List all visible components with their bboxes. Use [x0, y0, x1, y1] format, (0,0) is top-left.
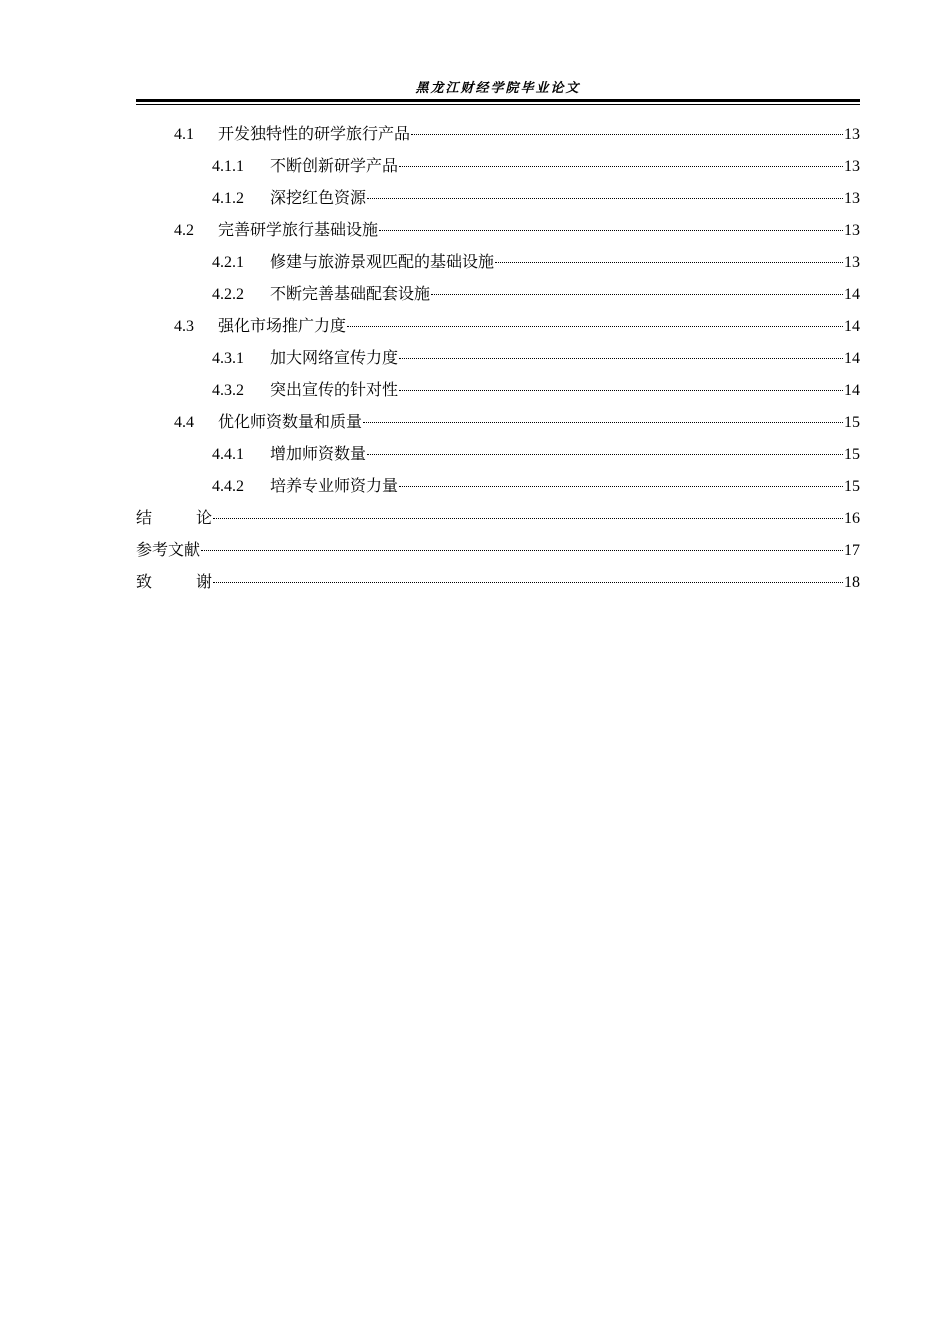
toc-entry-4-2[interactable] — [136, 218, 860, 250]
toc-entry-4-4[interactable] — [136, 410, 860, 442]
toc-entry-page: 17 — [844, 542, 860, 559]
toc-entry-page: 13 — [844, 254, 860, 271]
toc-dot-leader — [399, 486, 843, 487]
toc-entry-number: 4.1.1 — [212, 158, 244, 175]
toc-entry-acknowledgements[interactable] — [136, 570, 860, 602]
toc-dot-leader — [379, 230, 843, 231]
toc-entry-page: 18 — [844, 574, 860, 591]
header-double-rule — [136, 99, 860, 105]
toc-entry-title: 开发独特性的研学旅行产品 — [218, 124, 411, 143]
toc-entry-page: 13 — [844, 126, 860, 143]
toc-entry-references[interactable] — [136, 538, 860, 570]
toc-entry-4-3-1[interactable] — [136, 346, 860, 378]
toc-entry-title-char: 致 — [136, 572, 153, 591]
toc-dot-leader — [213, 518, 843, 519]
toc-dot-leader — [431, 294, 843, 295]
toc-entry-page: 14 — [844, 318, 860, 335]
toc-entry-page: 16 — [844, 510, 860, 527]
toc-entry-title — [136, 506, 212, 530]
toc-entry-conclusion[interactable] — [136, 506, 860, 538]
toc-entry-title: 增加师资数量 — [270, 444, 367, 463]
page-header: 黑龙江财经学院毕业论文 — [415, 81, 581, 96]
toc-entry-number: 4.3.1 — [212, 350, 244, 367]
toc-dot-leader — [201, 550, 843, 551]
toc-entry-title: 深挖红色资源 — [270, 188, 367, 207]
toc-entry-title: 优化师资数量和质量 — [218, 412, 363, 431]
toc-entry-number: 4.3.2 — [212, 382, 244, 399]
toc-entry-title: 强化市场推广力度 — [218, 316, 347, 335]
toc-dot-leader — [363, 422, 843, 423]
toc-dot-leader — [495, 262, 843, 263]
toc-entry-title: 培养专业师资力量 — [270, 476, 399, 495]
toc-entry-4-2-2[interactable] — [136, 282, 860, 314]
toc-dot-leader — [347, 326, 843, 327]
toc-entry-title — [136, 570, 212, 594]
toc-entry-number: 4.4.2 — [212, 478, 244, 495]
toc-entry-4-4-1[interactable] — [136, 442, 860, 474]
toc-entry-page: 13 — [844, 158, 860, 175]
toc-entry-page: 14 — [844, 382, 860, 399]
toc-entry-title-char: 结 — [136, 508, 153, 527]
toc-entry-page: 13 — [844, 190, 860, 207]
toc-dot-leader — [367, 198, 843, 199]
toc-entry-4-3-2[interactable] — [136, 378, 860, 410]
toc-entry-number: 4.2 — [174, 222, 194, 239]
toc-entry-title: 加大网络宣传力度 — [270, 348, 399, 367]
toc-dot-leader — [213, 582, 843, 583]
toc-entry-number: 4.4 — [174, 414, 194, 431]
toc-dot-leader — [367, 454, 843, 455]
toc-entry-title: 参考文献 — [136, 540, 201, 559]
toc-entry-4-2-1[interactable] — [136, 250, 860, 282]
toc-entry-number: 4.2.2 — [212, 286, 244, 303]
toc-entry-number: 4.1 — [174, 126, 194, 143]
toc-dot-leader — [399, 358, 843, 359]
toc-entry-title: 不断创新研学产品 — [270, 156, 399, 175]
toc-entry-4-3[interactable] — [136, 314, 860, 346]
toc-dot-leader — [399, 390, 843, 391]
toc-entry-number: 4.2.1 — [212, 254, 244, 271]
toc-entry-page: 15 — [844, 478, 860, 495]
toc-entry-page: 15 — [844, 446, 860, 463]
toc-entry-number: 4.1.2 — [212, 190, 244, 207]
toc-entry-title-char: 谢 — [195, 572, 212, 591]
toc-entry-number: 4.4.1 — [212, 446, 244, 463]
toc-entry-number: 4.3 — [174, 318, 194, 335]
toc-entry-4-1-1[interactable] — [136, 154, 860, 186]
toc-entry-4-4-2[interactable] — [136, 474, 860, 506]
toc-entry-title: 不断完善基础配套设施 — [270, 284, 431, 303]
toc-entry-title: 完善研学旅行基础设施 — [218, 220, 379, 239]
toc-entry-title: 修建与旅游景观匹配的基础设施 — [270, 252, 495, 271]
toc-entry-page: 14 — [844, 286, 860, 303]
toc-entry-page: 15 — [844, 414, 860, 431]
toc-entry-4-1[interactable] — [136, 122, 860, 154]
toc-dot-leader — [399, 166, 843, 167]
toc-entry-title: 突出宣传的针对性 — [270, 380, 399, 399]
toc-entry-page: 13 — [844, 222, 860, 239]
toc-entry-4-1-2[interactable] — [136, 186, 860, 218]
table-of-contents — [136, 122, 860, 602]
toc-entry-page: 14 — [844, 350, 860, 367]
toc-dot-leader — [411, 134, 843, 135]
toc-entry-title-char: 论 — [195, 508, 212, 527]
